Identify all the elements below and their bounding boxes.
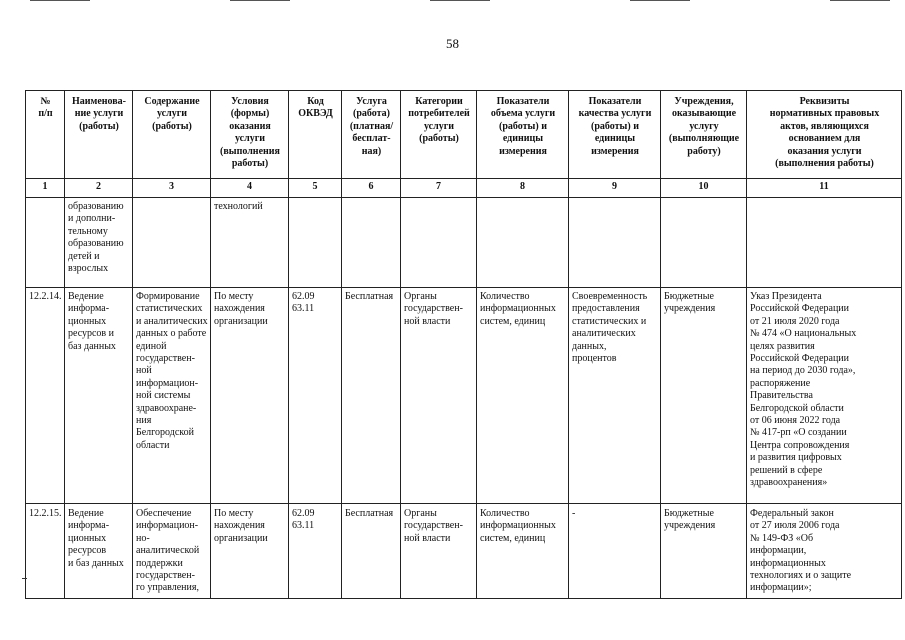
table-cell [661,288,747,504]
cell-text: 2 [96,181,101,192]
table-cell [661,504,747,599]
table-cell [477,198,569,288]
cell-text: 62.09 63.11 [292,508,315,532]
table-cell [289,198,342,288]
table-cell [747,198,902,288]
table-cell [342,179,401,198]
table-cell [211,91,289,179]
table-cell [26,504,65,599]
table-cell [342,91,401,179]
cell-text: Условия (формы) оказания услуги (выполнения работы) [220,96,280,170]
top-rule [830,0,890,1]
cell-text: По месту нахождения организации [214,508,268,544]
table-cell [26,179,65,198]
cell-text: Показатели качества услуги (работы) и единицы измерения [578,96,652,157]
table-cell [569,504,661,599]
cell-text: 3 [169,181,174,192]
table-cell [133,198,211,288]
cell-text: - [572,508,576,519]
table-cell [211,288,289,504]
cell-text: Обеспечение информацион- но- аналитической поддержки государствен- го управления, [136,508,200,594]
table-cell [401,179,477,198]
table-cell [401,198,477,288]
table-cell [65,288,133,504]
table-cell [569,288,661,504]
cell-text: 7 [436,181,441,192]
table-cell [661,91,747,179]
column-number-row [26,179,902,198]
cell-text: 8 [520,181,525,192]
cell-text: 4 [247,181,252,192]
table-cell [401,288,477,504]
cell-text: 6 [368,181,374,192]
cell-text: Бюджетные учреждения [664,291,716,315]
table-cell [747,504,902,599]
table-row [26,504,902,599]
table-cell [211,198,289,288]
cell-text: 12.2.14. [29,291,62,302]
table-cell [211,504,289,599]
cell-text: технологий [214,201,263,212]
cell-text: Бесплатная [345,508,394,519]
table-cell [747,179,902,198]
table-cell [26,91,65,179]
cell-text: 62.09 63.11 [292,291,315,315]
cell-text: Формирование статистических и аналитических данных о работе единой государствен- ной информацион- ной системы здравоохране- ния Белгородской области [136,291,208,451]
cell-text: 10 [698,181,709,192]
cell-text: Указ Президента Российской Федерации от 21 июля 2020 года № 474 «О национальных целях развития Российской Федерации на период до 2030 года», распоряжение Правительства Белгородской области от 06 июня 2022 года № 417-рп «О создании Центра сопровождения и развития цифровых решений в сфере здравоохранения» [750,291,857,489]
table-cell [26,198,65,288]
table-cell [65,198,133,288]
table-cell [289,504,342,599]
table-cell [747,288,902,504]
cell-text: Ведение информа- ционных ресурсов и баз данных [68,508,124,569]
top-rule [30,0,90,1]
cell-text: Органы государствен- ной власти [404,291,463,327]
table-cell [569,179,661,198]
cell-text: Ведение информа- ционных ресурсов и баз данных [68,291,116,352]
page-number: 58 [446,36,459,51]
cell-text: Учреждения, оказывающие услугу (выполняющие работу) [668,96,740,157]
cell-text: По месту нахождения организации [214,291,268,327]
table-cell [342,198,401,288]
margin-tick [22,578,27,579]
table-cell [211,179,289,198]
table-cell [133,288,211,504]
table-header-row [26,91,902,179]
table-cell [133,179,211,198]
cell-text: 12.2.15. [29,508,62,519]
cell-text: Бюджетные учреждения [664,508,716,532]
top-rule [230,0,290,1]
table-body [26,91,902,599]
cell-text: Органы государствен- ной власти [404,508,463,544]
table-cell [401,91,477,179]
cell-text: Показатели объема услуги (работы) и единицы измерения [490,96,556,157]
cell-text: Федеральный закон от 27 июля 2006 года № 149-ФЗ «Об информации, информационных технологиях и о защите информации»; [750,508,852,594]
cell-text: Своевременность предоставления статистических и аналитических данных, процентов [572,291,648,365]
table-cell [477,504,569,599]
table-cell [289,288,342,504]
table-cell [477,91,569,179]
table-cell [65,91,133,179]
table-cell [342,504,401,599]
table-cell [26,288,65,504]
cell-text: № п/п [38,96,53,120]
table-cell [477,288,569,504]
cell-text: 1 [42,181,48,192]
table-cell [65,179,133,198]
table-row [26,288,902,504]
cell-text: 11 [819,181,829,192]
cell-text: Содержание услуги (работы) [144,96,200,132]
cell-text: 9 [612,181,617,192]
table-cell [133,504,211,599]
table-cell [477,179,569,198]
table-cell [65,504,133,599]
table-cell [342,288,401,504]
table-cell [401,504,477,599]
cell-text: Реквизиты нормативных правовых актов, являющихся основанием для оказания услуги (выполнения работы) [769,96,880,170]
table-cell [661,198,747,288]
cell-text: Бесплатная [345,291,394,302]
cell-text: Услуга (работа) (платная/ бесплат- ная) [349,96,394,157]
top-rule [430,0,490,1]
table-cell [747,91,902,179]
table-cell [289,179,342,198]
cell-text: Категории потребителей услуги (работы) [408,96,470,145]
table-cell [569,198,661,288]
table-row [26,198,902,288]
table-cell [289,91,342,179]
cell-text: Наименова- ние услуги (работы) [71,96,127,132]
table-cell [569,91,661,179]
cell-text: Количество информационных систем, единиц [480,291,556,327]
table-cell [133,91,211,179]
cell-text: Код ОКВЭД [298,96,333,120]
cell-text: 5 [312,181,318,192]
top-rule [630,0,690,1]
services-table [25,90,902,599]
cell-text: образованию и дополни- тельному образованию детей и взрослых [68,201,124,275]
cell-text: Количество информационных систем, единиц [480,508,556,544]
table-cell [661,179,747,198]
